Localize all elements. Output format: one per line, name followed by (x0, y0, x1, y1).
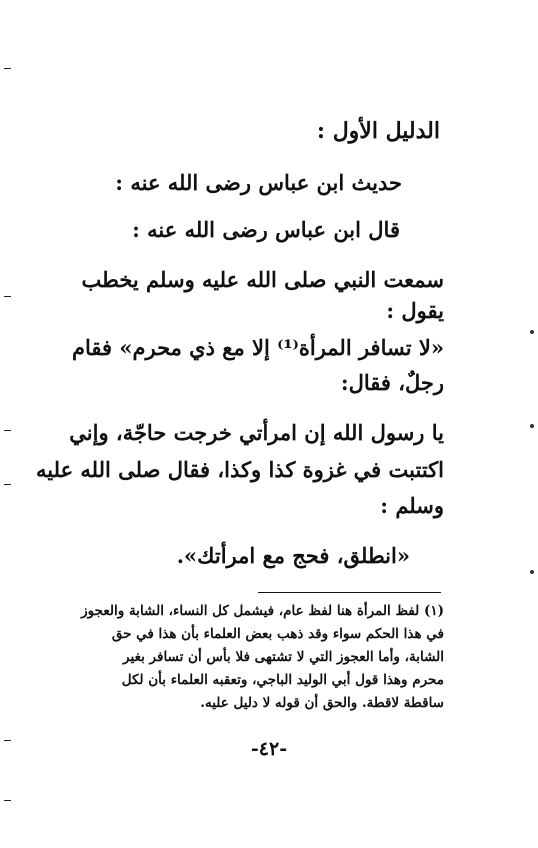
section-heading: الدليل الأول : (316, 118, 440, 144)
scan-mark (530, 330, 534, 334)
footnote-rule (258, 592, 441, 593)
scan-mark (530, 570, 534, 574)
scan-mark (530, 424, 534, 428)
paragraph-line: وسلم : (380, 493, 444, 518)
footnote-line: ساقطة لاقطة. والحق أن قوله لا دليل عليه. (200, 695, 444, 711)
footnote-line: محرم وهذا قول أبي الوليد الباجي، وتعقبه العلماء بأن لكل (121, 672, 444, 688)
hadith-title: حديث ابن عباس رضى الله عنه : (115, 170, 402, 195)
paragraph-line: اكتتبت في غزوة كذا وكذا، فقال صلى الله عليه (36, 457, 444, 482)
scan-mark (4, 68, 11, 69)
paragraph-line: يقول : (386, 298, 444, 323)
page-number: -٤٢- (250, 738, 288, 760)
scan-mark (4, 430, 11, 431)
scan-mark (4, 296, 11, 297)
scan-mark (4, 800, 11, 801)
footnote-line: الشابة، وأما العجوز التي لا تشتهى فلا بأس أن تسافر بغير (123, 649, 444, 665)
paragraph-line: رجلٌ، فقال: (340, 370, 444, 395)
scan-mark (4, 484, 11, 485)
paragraph-line: يا رسول الله إن امرأتي خرجت حاجّة، وإني (69, 420, 444, 445)
narrator-line: قال ابن عباس رضى الله عنه : (132, 217, 400, 242)
paragraph-line: «لا تسافر المرأة⁽¹⁾ إلا مع ذي محرم» فقام (71, 335, 444, 360)
paragraph-line: سمعت النبي صلى الله عليه وسلم يخطب (81, 267, 444, 292)
footnote-line: (١) لفظ المرأة هنا لفظ عام، فيشمل كل النساء، الشابة والعجوز (81, 603, 444, 619)
footnote-line: في هذا الحكم سواء وقد ذهب بعض العلماء بأن هذا في حق (111, 626, 444, 642)
paragraph-line: «انطلق، فحج مع امرأتك». (176, 543, 410, 568)
